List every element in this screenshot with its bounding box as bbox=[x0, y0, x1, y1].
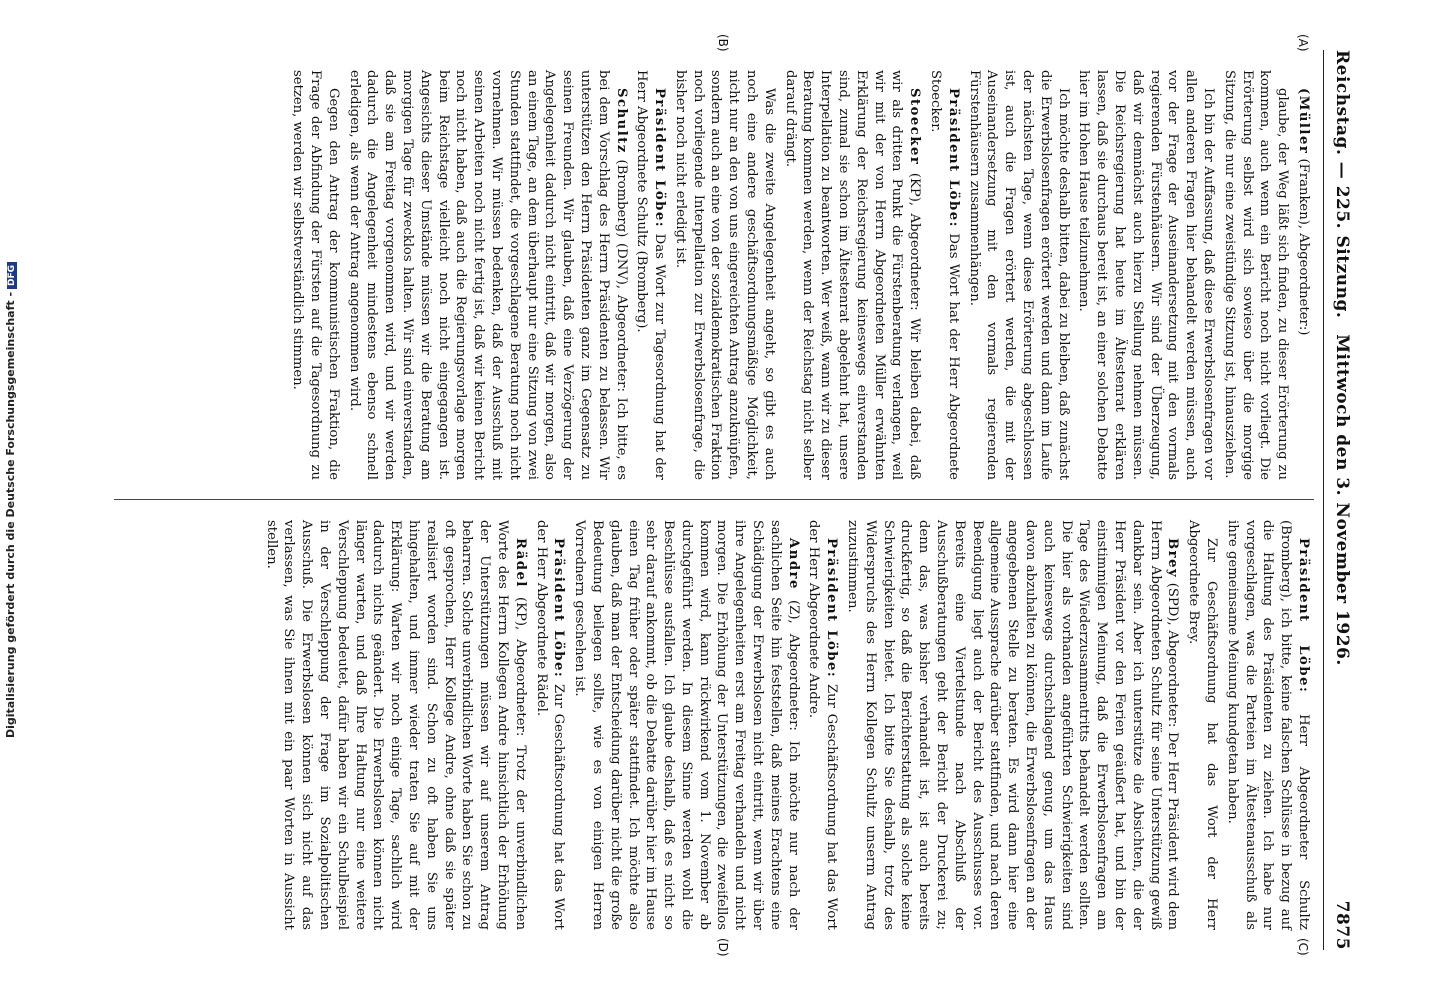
speaker-name: Präsident Löbe: bbox=[551, 538, 567, 679]
dfg-logo: DFG bbox=[7, 262, 17, 289]
page-number: 7875 bbox=[1332, 900, 1352, 950]
paragraph bbox=[288, 70, 341, 480]
margin-letter-c: (C) bbox=[1296, 938, 1310, 956]
right-column bbox=[259, 520, 1312, 930]
paragraph bbox=[1220, 70, 1291, 480]
paragraph bbox=[805, 520, 841, 930]
column-divider bbox=[114, 499, 1314, 500]
paragraph bbox=[781, 70, 923, 480]
header-rule bbox=[1323, 50, 1324, 950]
speaker-name: Brey bbox=[1165, 538, 1181, 579]
paragraph bbox=[570, 520, 801, 930]
paragraph bbox=[262, 520, 529, 930]
margin-letter-d: (D) bbox=[716, 938, 730, 957]
paragraph-text: Herr Abgeordneter Schultz (Bromberg), ich bitte, keine falschen Schlüsse in bezug auf die Haltung des Präsidenten zu ziehen. Ich habe nur vorgeschlagen, was die Parteien im Ältestenausschuß als ihre gemeinsame Meinung kundgetan haben. bbox=[1224, 520, 1311, 930]
paragraph bbox=[532, 520, 568, 930]
paragraph-text: Zur Geschäftsordnung hat das Wort der Herr Abgeordnete Brey. bbox=[1186, 520, 1220, 930]
header-left: Reichstag. — 225. Sitzung. bbox=[1332, 50, 1352, 319]
paragraph bbox=[1294, 70, 1312, 480]
paragraph bbox=[965, 70, 1072, 480]
paragraph bbox=[671, 70, 778, 480]
paragraph-text: Das Wort hat der Herr Abgeordnete Stoecker. bbox=[928, 70, 961, 480]
paragraph-text: Gegen den Antrag der kommunistischen Fraktion, die Frage der Abfindung der Fürsten auf die Tagesordnung zu setzen, werden wir selbstverständlich stimmen. bbox=[290, 70, 341, 480]
running-header bbox=[1328, 50, 1352, 950]
credit-text: Digitalisierung gefördert durch die Deutsche Forschungsgemeinschaft - bbox=[4, 291, 17, 739]
paragraph-text: (KP), Abgeordneter: Trotz der unverbindlichen Worte des Herrn Kollegen Andre hinsichtlich der Erhöhung der Unterstützungen müssen wir auf unserem Antrag beharren. Solche unverbindlichen Worte haben Sie schon zu oft gesprochen, Herr Kollege Andre, ohne daß sie später realisiert worden sind. Schon zu oft haben Sie uns hingehalten, und immer wieder traten Sie auf mit der Erklärung: Warten wir noch einige Tage, sachlich wird dadurch nichts geändert. Die Erwerbslosen können nicht länger warten, und daß Ihre Haltung nur eine weitere Verschleppung bedeutet, dafür haben wir ein Schulbeispiel in der Verschleppung der Frage im Sozialpolitischen Ausschuß. Die Erwerbslosen können sich nicht auf das verlassen, was Sie ihnen mit ein paar Worten in Aussicht stellen. bbox=[263, 520, 528, 930]
speaker-name: Andre bbox=[785, 538, 801, 590]
margin-letter-b: (B) bbox=[716, 34, 730, 52]
paragraph bbox=[926, 70, 962, 480]
digitization-credit bbox=[0, 0, 24, 1000]
paragraph-text: (Z), Abgeordneter: Ich möchte nur nach der sachlichen Seite hin feststellen, daß meines Erachtens eine Schädigung der Erwerbslosen nicht eintritt, wenn wir über ihre Angelegenheiten erst am Freitag verhandeln und nicht morgen. Die Erhöhung der Unterstützungen, die zweifellos kommen wird, kann rückwirkend vom 1. November ab durchgeführt werden. In diesem Sinne werden wohl die Beschlüsse ausfallen. Ich glaube deshalb, daß es nicht so sehr darauf ankommt, ob die Debatte darüber hier im Hause einen Tag früher oder später stattfindet. Ich möchte also glauben, daß man der Entscheidung darüber nicht die große Bedeutung beilegen sollte, wie es von einigen Herren Vorrednern geschehen ist. bbox=[572, 520, 801, 930]
paragraph bbox=[1223, 520, 1312, 930]
paragraph-text: Ich bin der Auffassung, daß diese Erwerbslosenfragen vor allen anderen Fragen hier behandelt werden müssen, auch vor der Frage der Auseinandersetzung mit den vormals regierenden Fürstenhäusern. Wir sind der Überzeugung, daß wir demnächst auch hierzu Stellung nehmen müssen. Die Reichsregierung hat heute im Ältestenrat erklären lassen, daß sie durchaus bereit ist, an einer solchen Debatte hier im Hohen Hause teilzunehmen. bbox=[1076, 70, 1217, 480]
header-date: Mittwoch den 3. November 1926. bbox=[1332, 334, 1352, 666]
paragraph bbox=[633, 70, 669, 480]
left-column bbox=[285, 70, 1312, 480]
page-content bbox=[90, 30, 1370, 970]
paragraph-text: Zur Geschäftsordnung hat das Wort der Herr Abgeordnete Rädel. bbox=[533, 520, 567, 930]
paragraph-text: Was die zweite Angelegenheit angeht, so gibt es auch noch eine andere geschäftsordnungsmäßige Möglichkeit, nicht nur an den von uns eingereichten Antrag anzuknüpfen, sondern auch an eine von der sozialdemokratischen Fraktion noch vorliegende Interpellation zur Erwerbslosenfrage, die bisher noch nicht erledigt ist. bbox=[672, 70, 777, 480]
paragraph-text: (SPD), Abgeordneter: Der Herr Präsident wird dem Herrn Abgeordneten Schultz für seine Unterstützung gewiß dankbar sein. Aber ich unterstütze die Absichten, die der Herr Präsident vor den Ferien geäußert hat, und bin der einstimmigen Meinung, daß die Erwerbslosenfragen am Tage des Wiederzusammentritts behandelt werden sollten. Die hier als vorhanden angeführten Schwierigkeiten sind auch keineswegs durchschlagend genug, um das Haus davon abzuhalten zu können, die Erwerbslosenfragen an der angegebenen Stelle zu beraten. Es wird dann hier eine allgemeine Aussprache darüber stattfinden, und nach deren Beendigung liegt auch der Bericht des Ausschusses vor. Bereits eine Viertelstunde nach Abschluß der Ausschußberatungen geht der Bericht der Druckerei zu; denn das, was bisher verhandelt ist, ist auch bereits druckfertig, so daß die Berichterstattung als solche keine Schwierigkeiten bietet. Ich bitte Sie deshalb, trotz des Widerspruchs des Herrn Kollegen Schultz unserm Antrag zuzustimmen. bbox=[845, 520, 1181, 930]
speaker-name: Präsident Löbe: bbox=[945, 88, 961, 228]
paragraph bbox=[345, 70, 630, 480]
paragraph-text: glaube, der Weg läßt sich finden, zu dieser Erörterung zu kommen, auch wenn ein Bericht noch nicht vorliegt. Die Erörterung selbst wird sich sowieso über die morgige Sitzung, die nur eine zweistündige Sitzung ist, hinausziehen. bbox=[1221, 70, 1291, 480]
speaker-name: Präsident Löbe: bbox=[1296, 538, 1311, 694]
speaker-name: Schultz bbox=[613, 88, 629, 154]
paragraph bbox=[1075, 70, 1217, 480]
scanned-page bbox=[90, 30, 1370, 970]
paragraph bbox=[1184, 520, 1220, 930]
speaker-name: Stoecker bbox=[907, 88, 923, 166]
paragraph-text: Zur Geschäftsordnung hat das Wort der Herr Abgeordnete Andre. bbox=[806, 520, 840, 930]
paragraph bbox=[843, 520, 1181, 930]
paragraph-text: (Franken), Abgeordneter:) bbox=[1296, 154, 1311, 336]
speaker-name: Rädel bbox=[512, 538, 528, 588]
speaker-name: Präsident Löbe: bbox=[824, 538, 840, 679]
paragraph-text: (Bromberg) (DNV), Abgeordneter: Ich bitte, es bei dem Vorschlag des Herrn Präsidenten zu belassen. Wir unterstützen den Herrn Präsidenten ganz im Gegensatz zu seinen Freunden. Wir glauben, daß eine Verzögerung der Angelegenheit dadurch nicht eintritt, daß wir morgen, also an einem Tage, an dem überhaupt nur eine Sitzung von zwei Stunden stattfindet, die vorgeschlagene Beratung noch nicht vornehmen. Wir müssen bedenken, daß der Ausschuß mit seinen Arbeiten noch nicht fertig ist, daß wir keinen Bericht noch nicht haben, daß auch die Regierungsvorlage morgen beim Reichstage vielleicht noch nicht eingegangen ist. Angesichts dieser Umstände müssen wir die Beratung am morgigen Tage für zwecklos halten. Wir sind einverstanden, daß sie am Freitag vorgenommen wird, und wir werden dadurch die Angelegenheit mindestens ebenso schnell erledigen, als wenn der Antrag angenommen wird. bbox=[346, 70, 629, 480]
margin-letter-a: (A) bbox=[1296, 34, 1310, 52]
speaker-name: (Müller bbox=[1296, 88, 1311, 155]
paragraph-text: Ich möchte deshalb bitten, dabei zu bleiben, daß zunächst die Erwerbslosenfragen erörtert werden und dann im Laufe der nächsten Tage, wenn diese Erörterung abgeschlossen ist, auch die Fragen erörtert werden, die mit der Auseinandersetzung mit den vormals regierenden Fürstenhäusern zusammenhängen. bbox=[966, 70, 1071, 480]
paragraph-text: Das Wort zur Tagesordnung hat der Herr Abgeordnete Schultz (Bromberg). bbox=[634, 70, 668, 480]
speaker-name: Präsident Löbe: bbox=[652, 88, 668, 229]
paragraph-text: (KP), Abgeordneter: Wir bleiben dabei, daß wir als dritten Punkt die Fürstenberatung verlangen, weil wir mit der von Herrn Abgeordneten Müller erwähnten Erklärung der Reichsregierung keineswegs einverstanden sind, zumal sie schon im Ältestenrat abgelehnt hat, unsere Interpellation zu beantworten. Wer weiß, wann wir zu dieser Beratung kommen werden, wenn der Reichstag nicht selber darauf drängt. bbox=[782, 70, 923, 480]
